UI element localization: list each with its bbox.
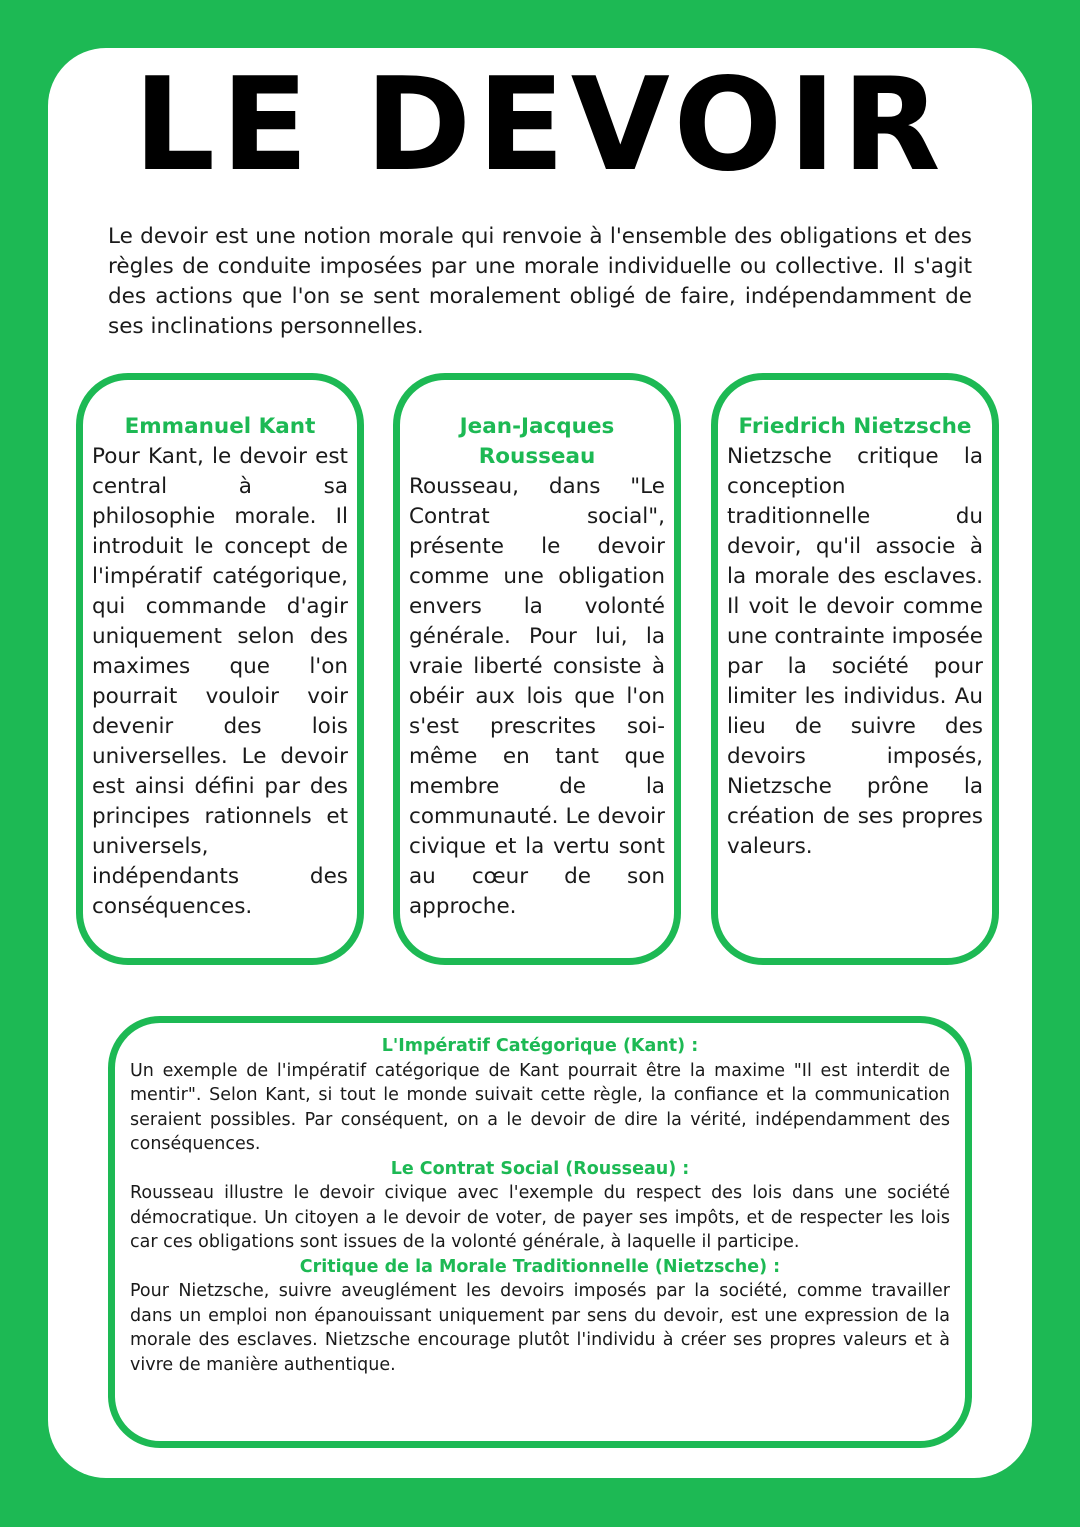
card-kant <box>76 373 364 965</box>
intro-paragraph: Le devoir est une notion morale qui renvoie à l'ensemble des obligations et des règles de conduite imposées par une morale individuelle ou collective. Il s'agit des actions que l'on se sent moralement obligé de faire, indépendamment de ses inclinations personnelles. <box>108 224 972 339</box>
example-text-nietzsche: Pour Nietzsche, suivre aveuglément les devoirs imposés par la société, comme travailler dans un emploi non épanouissant uniquement par sens du devoir, est une expression de la morale des esclaves. Nietzsche encourage plutôt l'individu à créer ses propres valeurs et à vivre de manière authentique. <box>130 1281 950 1375</box>
example-heading-nietzsche: Critique de la Morale Traditionnelle (Nietzsche) : <box>299 1256 781 1277</box>
card-body: Pour Kant, le devoir est central à sa philosophie morale. Il introduit le concept de l'impératif catégorique, qui commande d'agir uniquement selon des maximes que l'on pourrait vouloir voir devenir des lois universelles. Le devoir est ainsi défini par des principes rationnels et universels, indépendants des conséquences. <box>92 444 348 919</box>
card-title: Friedrich Nietzsche <box>738 414 972 439</box>
card-body: Rousseau, dans "Le Contrat social", présente le devoir comme une obligation envers la volonté générale. Pour lui, la vraie liberté consiste à obéir aux lois que l'on s'est prescrites soi-même en tant que membre de la communauté. Le devoir civique et la vertu sont au cœur de son approche. <box>409 474 665 919</box>
card-nietzsche <box>711 373 999 965</box>
examples-box <box>108 1016 972 1448</box>
example-text-rousseau: Rousseau illustre le devoir civique avec l'exemple du respect des lois dans une société démocratique. Un citoyen a le devoir de voter, de payer ses impôts, et de respecter les lois car ces obligations sont issues de la volonté générale, à laquelle il participe. <box>130 1183 950 1252</box>
card-title: Emmanuel Kant <box>124 414 316 439</box>
card-rousseau <box>393 373 681 965</box>
example-heading-rousseau: Le Contrat Social (Rousseau) : <box>390 1158 690 1179</box>
page-title: LE DEVOIR <box>133 51 947 200</box>
example-text-kant: Un exemple de l'impératif catégorique de Kant pourrait être la maxime "Il est interdit de mentir". Selon Kant, si tout le monde suivait cette règle, la confiance et la communication seraient possibles. Par conséquent, on a le devoir de dire la vérité, indépendamment des conséquences. <box>130 1060 950 1154</box>
card-body: Nietzsche critique la conception traditionnelle du devoir, qu'il associe à la morale des esclaves. Il voit le devoir comme une contrainte imposée par la société pour limiter les individus. Au lieu de suivre des devoirs imposés, Nietzsche prône la création de ses propres valeurs. <box>727 444 983 859</box>
example-heading-kant: L'Impératif Catégorique (Kant) : <box>381 1036 699 1056</box>
card-title: Jean-Jacques Rousseau <box>459 414 615 469</box>
